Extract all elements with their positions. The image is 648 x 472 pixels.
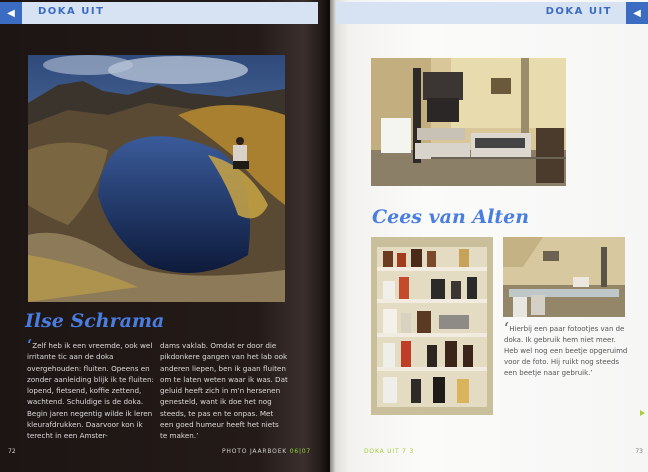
quote-mark: ‘ xyxy=(504,319,510,337)
person-name-heading: Ilse Schrama xyxy=(25,310,165,332)
sink-photo-illustration xyxy=(503,237,625,317)
body-column-2 xyxy=(160,340,288,442)
section-label: DOKA UIT xyxy=(38,6,105,17)
body-text-right: Hierbij een paar fotootjes van de doka. Ik gebruik hem niet meer. Heb wel nog een beetje opgeruimd voor de foto. Hij ruikt nog steeds een beetje naar gebruik.’ xyxy=(504,325,628,377)
header-bar-left xyxy=(0,2,318,24)
shelves-photo xyxy=(371,237,493,415)
quote-column-right xyxy=(504,319,628,379)
landscape-photo-illustration xyxy=(28,55,285,302)
body-text-col2: dams vaklab. Omdat er door die pikdonkere gangen van het lab ook anderen liepen, ben ik gaan fluiten om te laten weten waar ik was. Dat geluid heeft zich in m'n hersenen genesteld, want ik doe het nog steeds, te pas en te onpas. Met een goed humeur heeft het niets te maken.’ xyxy=(160,341,288,441)
page-number-right: 73 xyxy=(635,448,643,455)
triangle-left-icon: ◀ xyxy=(626,2,648,24)
footer-year: 06|07 xyxy=(289,448,312,455)
body-text-col1: Zelf heb ik een vreemde, ook wel irritante tic aan de doka overgehouden: fluiten. Opeens en zonder aanleiding blijk ik te fluiten: lopend, fietsend, koffie zettend, wachtend. Schuldige is de doka. Begin jaren negentig wilde ik leren kleurafdrukken. Daarvoor kon ik terecht in een Amster- xyxy=(27,341,154,441)
shelves-photo-illustration xyxy=(371,237,493,415)
landscape-photo xyxy=(28,55,285,302)
darkroom-photo xyxy=(371,58,566,186)
darkroom-photo-illustration xyxy=(371,58,566,186)
triangle-right-icon xyxy=(640,410,645,416)
triangle-left-icon: ◀ xyxy=(0,2,22,24)
binding-gutter xyxy=(320,0,336,472)
right-page xyxy=(330,0,648,472)
page-number-left: 72 xyxy=(8,448,16,455)
person-name-heading-right: Cees van Alten xyxy=(372,206,530,228)
quote-mark: ‘ xyxy=(27,336,33,354)
body-column-1 xyxy=(27,336,155,442)
footer-left xyxy=(222,448,311,455)
footer-title: PHOTO JAARBOEK xyxy=(222,448,288,455)
section-label: DOKA UIT xyxy=(545,6,612,17)
sink-photo xyxy=(503,237,625,317)
header-bar-right xyxy=(336,2,648,24)
footer-right: DOKA UIT 7 3 xyxy=(364,448,415,455)
